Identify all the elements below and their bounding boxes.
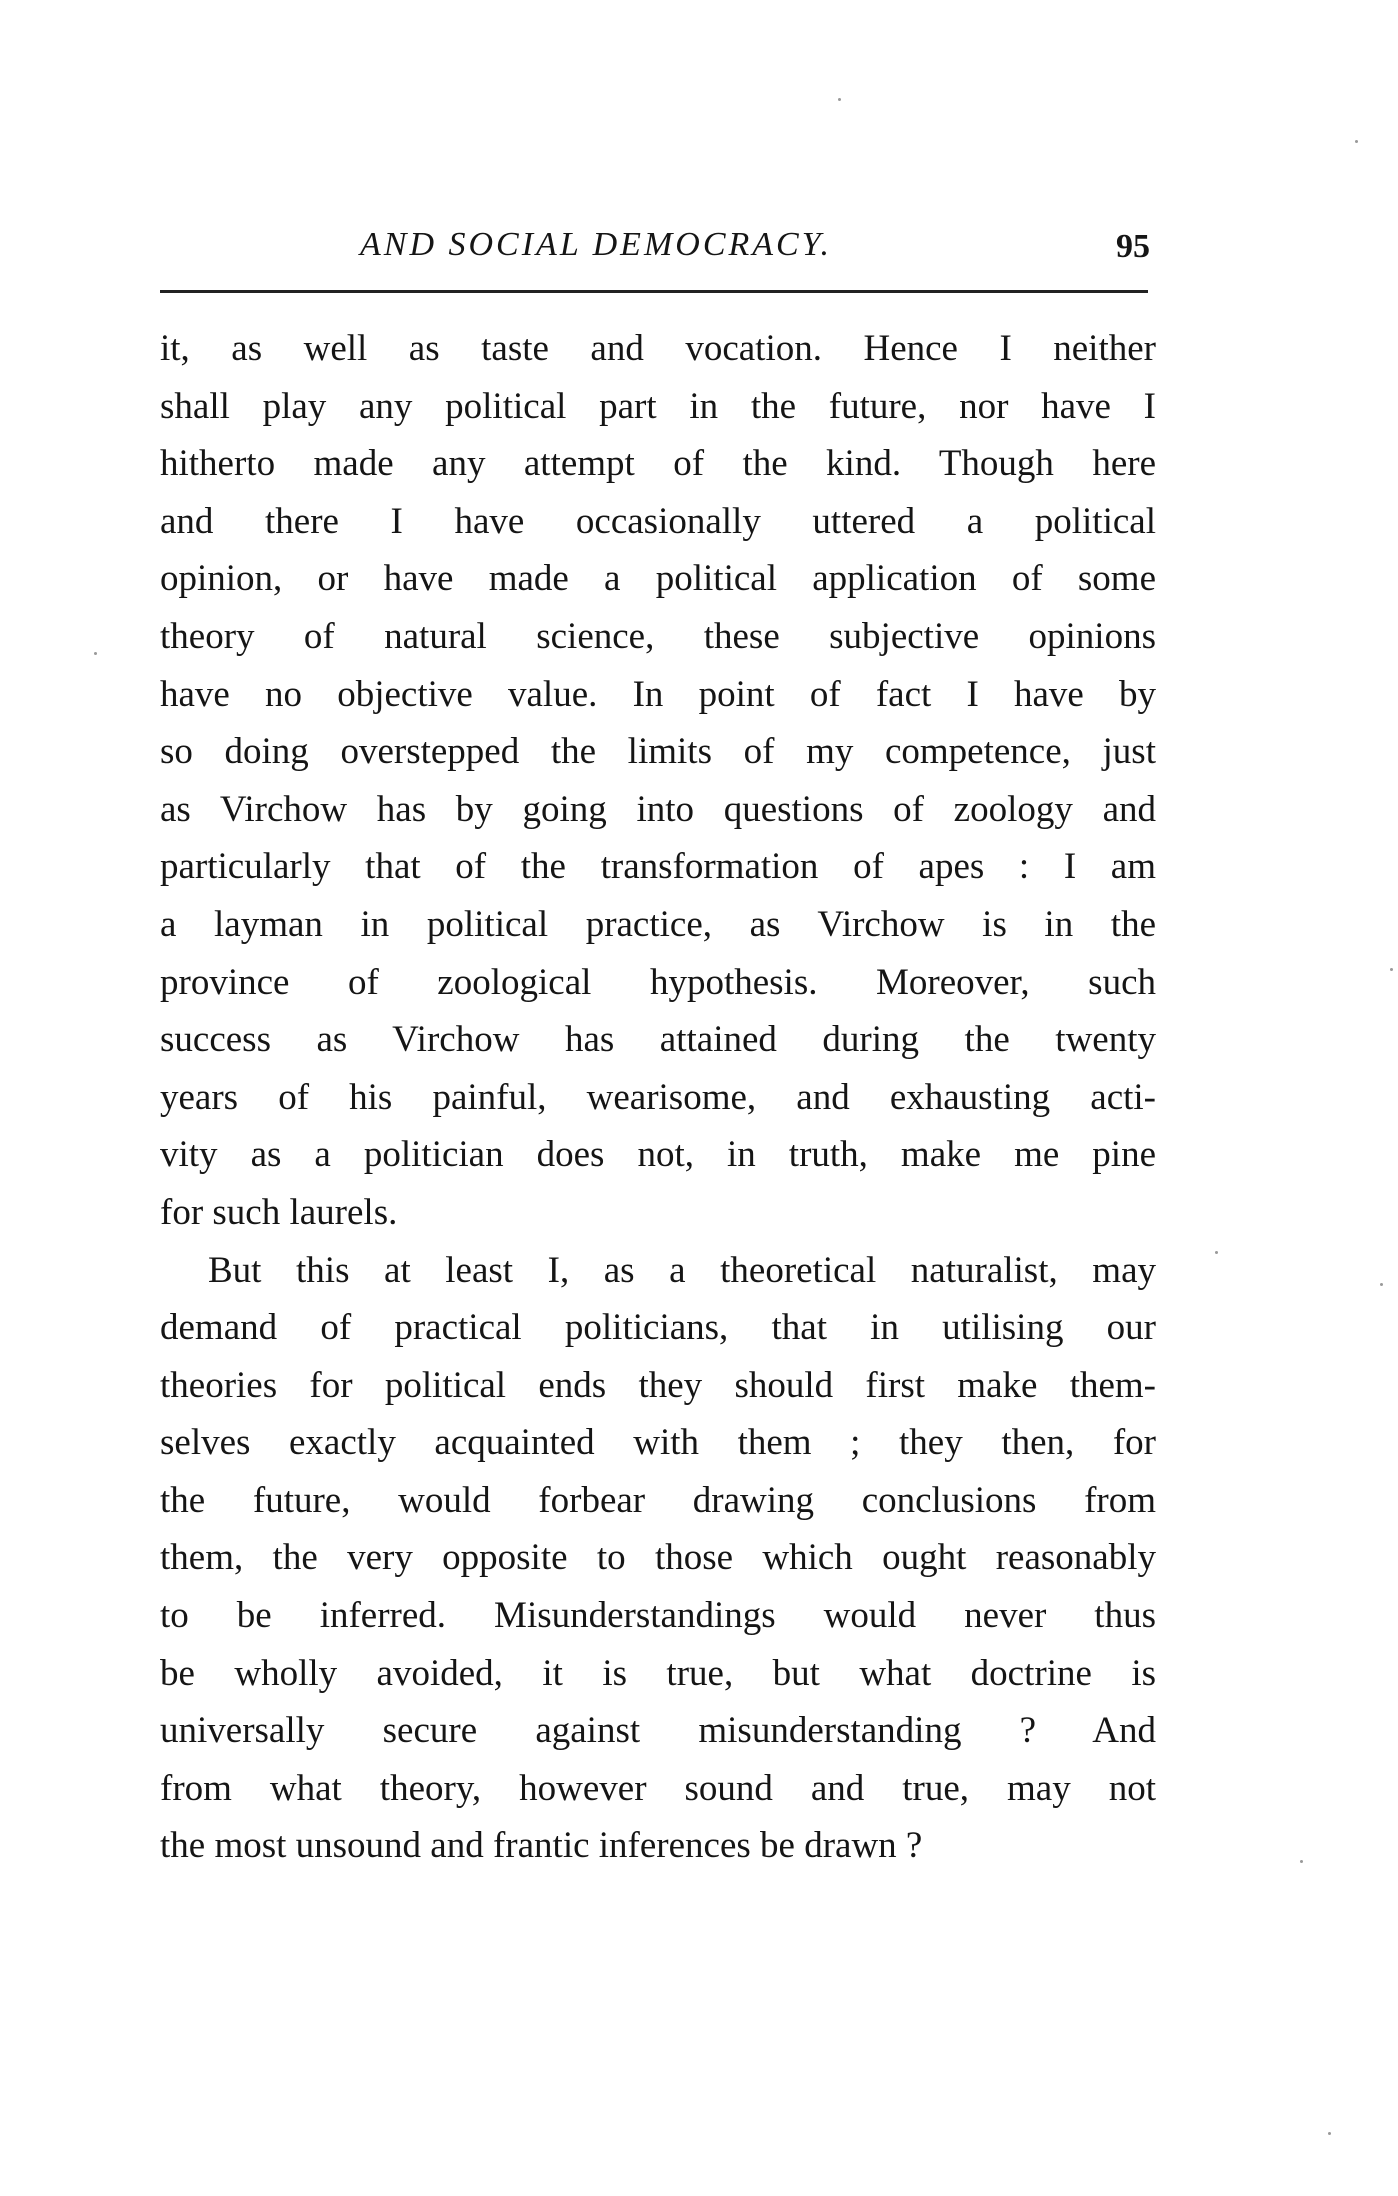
text-line: so doing overstepped the limits of my competence, just: [160, 731, 1156, 773]
body-text: [160, 320, 1156, 1875]
text-line: theory of natural science, these subjective opinions: [160, 615, 1156, 657]
text-line: success as Virchow has attained during the twenty: [160, 1019, 1156, 1061]
text-line: them, the very opposite to those which ought reasonably: [160, 1537, 1156, 1579]
scan-speck: [1215, 1251, 1218, 1254]
paragraph: [160, 1242, 1156, 1876]
scan-speck: [1355, 140, 1358, 143]
page-number: 95: [1116, 228, 1150, 265]
text-line: demand of practical politicians, that in utilising our: [160, 1307, 1156, 1349]
text-line: a layman in political practice, as Virchow is in the: [160, 903, 1156, 945]
text-line: the most unsound and frantic inferences be drawn ?: [160, 1825, 923, 1867]
text-line: years of his painful, wearisome, and exhausting acti-: [160, 1076, 1156, 1118]
scan-speck: [94, 652, 97, 655]
running-title: AND SOCIAL DEMOCRACY.: [360, 226, 832, 263]
text-line: opinion, or have made a political application of some: [160, 558, 1156, 600]
text-line: shall play any political part in the future, nor have I: [160, 385, 1156, 427]
scan-speck: [838, 98, 841, 101]
text-line: be wholly avoided, it is true, but what doctrine is: [160, 1652, 1156, 1694]
text-line: and there I have occasionally uttered a political: [160, 500, 1156, 542]
text-line: selves exactly acquainted with them ; they then, for: [160, 1422, 1156, 1464]
text-line: theories for political ends they should first make them-: [160, 1364, 1156, 1406]
paragraph: [160, 320, 1156, 1242]
text-line: as Virchow has by going into questions of zoology and: [160, 788, 1156, 830]
page-header: [160, 222, 1150, 282]
text-line: from what theory, however sound and true, may not: [160, 1767, 1156, 1809]
text-line: it, as well as taste and vocation. Hence I neither: [160, 328, 1156, 369]
text-line: vity as a politician does not, in truth, make me pine: [160, 1134, 1156, 1176]
text-line: for such laurels.: [160, 1191, 398, 1233]
scan-speck: [1328, 2132, 1331, 2135]
text-line: to be inferred. Misunderstandings would never thus: [160, 1595, 1156, 1637]
scan-speck: [1390, 968, 1393, 971]
header-rule: [160, 290, 1148, 293]
scan-speck: [1300, 1860, 1303, 1863]
text-line: hitherto made any attempt of the kind. Though here: [160, 443, 1156, 485]
text-line: But this at least I, as a theoretical naturalist, may: [208, 1249, 1156, 1291]
text-line: province of zoological hypothesis. Moreover, such: [160, 961, 1156, 1003]
text-line: have no objective value. In point of fact I have by: [160, 673, 1156, 715]
text-line: the future, would forbear drawing conclusions from: [160, 1479, 1156, 1521]
text-line: particularly that of the transformation of apes : I am: [160, 846, 1156, 888]
text-line: universally secure against misunderstanding ? And: [160, 1710, 1156, 1752]
scan-speck: [1380, 1283, 1383, 1286]
